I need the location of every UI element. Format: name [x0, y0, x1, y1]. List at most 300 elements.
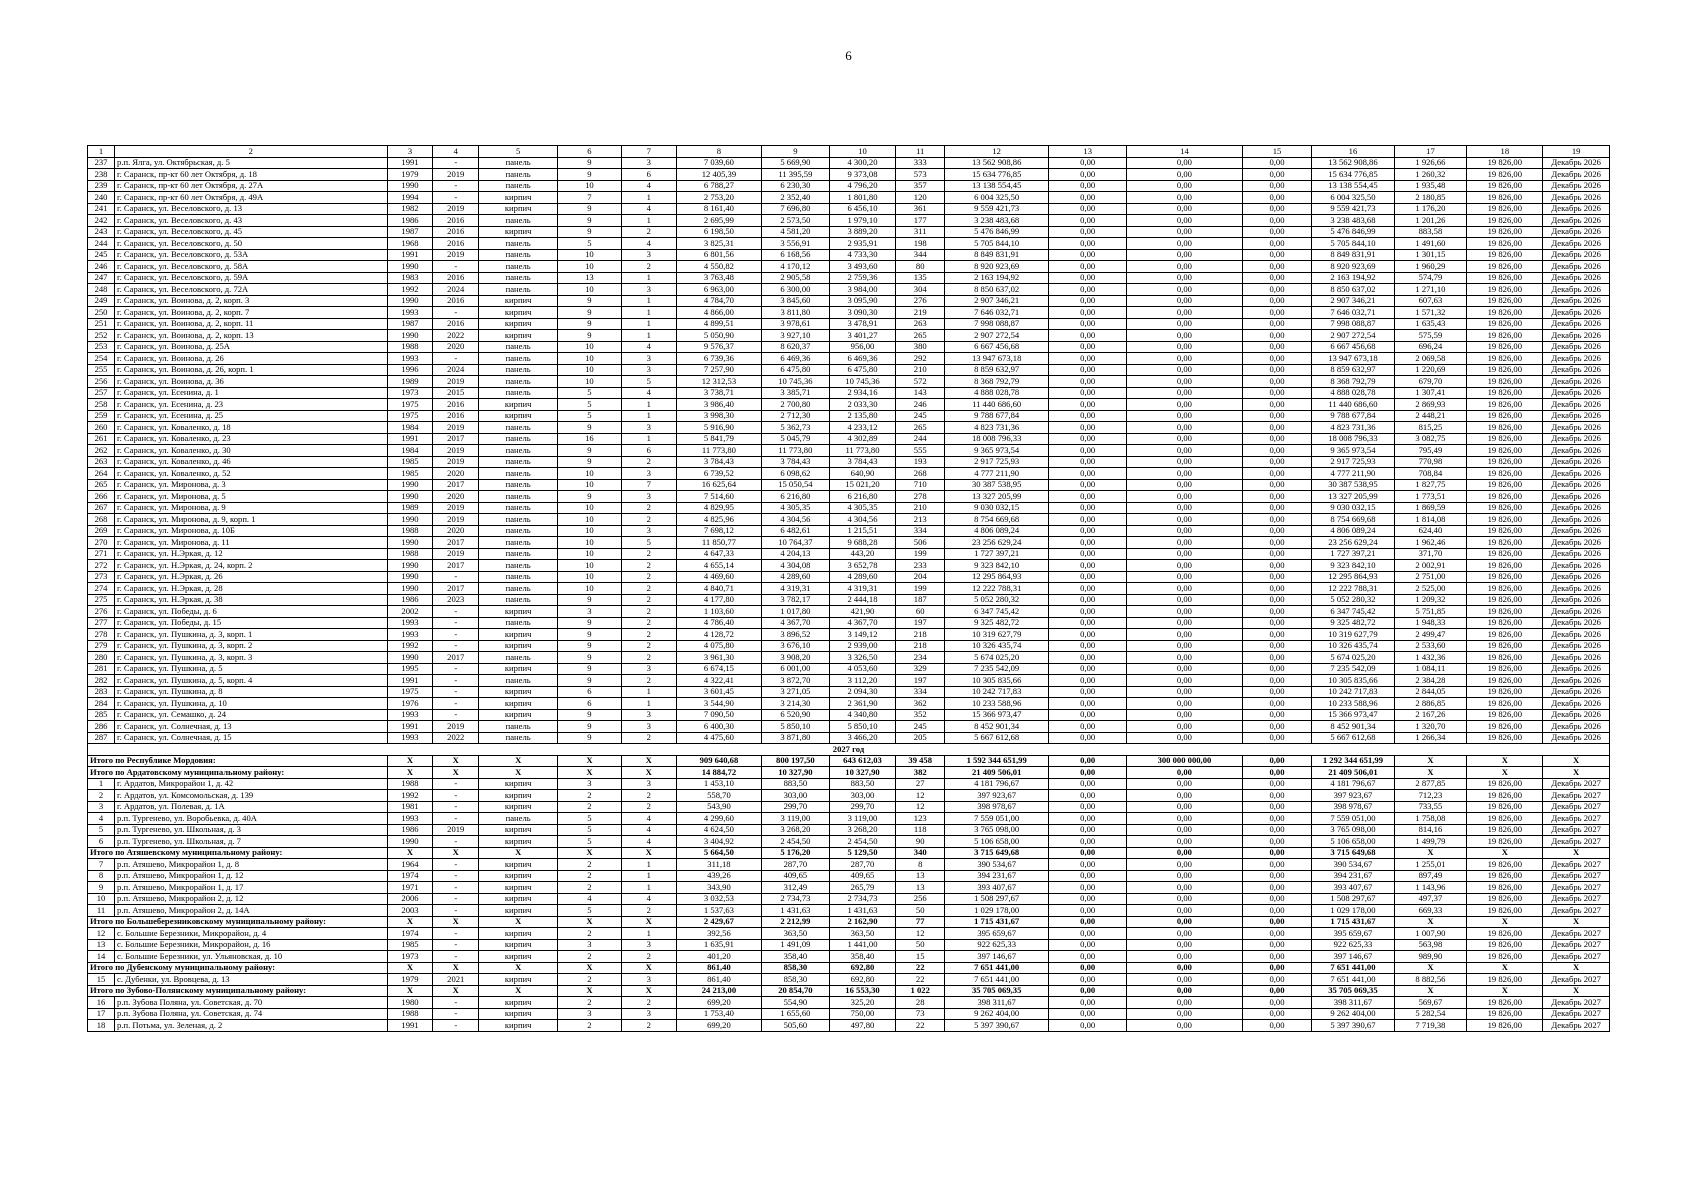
data-cell: 9	[558, 215, 621, 227]
subtotal-cell: X	[479, 962, 558, 974]
data-cell: 397 146,67	[1312, 951, 1394, 963]
data-cell: 4 823 731,36	[1312, 422, 1394, 434]
data-cell: 19 826,00	[1467, 905, 1543, 917]
data-cell: 3 119,00	[762, 813, 830, 825]
house-row	[88, 560, 1610, 572]
subtotal-cell: 0,00	[1049, 985, 1127, 997]
data-cell: 2	[621, 997, 676, 1009]
data-cell: 333	[896, 157, 945, 169]
data-cell: 1 084,11	[1394, 663, 1467, 675]
data-cell: кирпич	[479, 836, 558, 848]
data-cell: 5 841,79	[676, 433, 761, 445]
data-cell: 13 947 673,18	[1312, 353, 1394, 365]
data-cell: 3 601,45	[676, 686, 761, 698]
data-cell: 268	[88, 514, 115, 526]
data-cell: -	[433, 801, 479, 813]
data-cell: 0,00	[1242, 468, 1312, 480]
house-row	[88, 422, 1610, 434]
address-cell: с. Большие Березники, ул. Ульяновская, д. 10	[115, 951, 388, 963]
data-cell: 271	[88, 548, 115, 560]
data-cell: 2	[621, 502, 676, 514]
data-cell: 3	[558, 939, 621, 951]
data-cell: кирпич	[479, 974, 558, 986]
data-cell: 669,33	[1394, 905, 1467, 917]
subtotal-cell: 10 327,90	[829, 767, 896, 779]
data-cell: 19 826,00	[1467, 525, 1543, 537]
data-cell: 0,00	[1127, 1020, 1242, 1032]
data-cell: 2	[621, 560, 676, 572]
data-cell: кирпич	[479, 905, 558, 917]
data-cell: 0,00	[1127, 801, 1242, 813]
data-cell: панель	[479, 445, 558, 457]
house-row	[88, 974, 1610, 986]
subtotal-cell: 0,00	[1242, 847, 1312, 859]
data-cell: 1 827,75	[1394, 479, 1467, 491]
data-cell: Декабрь 2027	[1543, 859, 1610, 871]
data-cell: 269	[88, 525, 115, 537]
data-cell: 8 452 901,34	[945, 721, 1049, 733]
data-cell: Декабрь 2026	[1543, 284, 1610, 296]
data-cell: 0,00	[1242, 180, 1312, 192]
house-row	[88, 399, 1610, 411]
data-cell: Декабрь 2026	[1543, 226, 1610, 238]
data-cell: 0,00	[1049, 330, 1127, 342]
data-cell: 0,00	[1049, 318, 1127, 330]
data-cell: 398 311,67	[945, 997, 1049, 1009]
data-cell: 7	[621, 479, 676, 491]
data-cell: 0,00	[1127, 951, 1242, 963]
data-cell: 286	[88, 721, 115, 733]
data-cell: 11 395,59	[762, 169, 830, 181]
address-cell: р.п. Атяшево, Микрорайон 1, д. 12	[115, 870, 388, 882]
address-cell: г. Саранск, ул. Коваленко, д. 18	[115, 422, 388, 434]
subtotal-cell: X	[387, 847, 433, 859]
data-cell: кирпич	[479, 640, 558, 652]
address-cell: г. Саранск, ул. Веселовского, д. 58А	[115, 261, 388, 273]
data-cell: -	[433, 997, 479, 1009]
data-cell: 1994	[387, 192, 433, 204]
data-cell: 9	[558, 640, 621, 652]
data-cell: 0,00	[1049, 514, 1127, 526]
data-cell: 0,00	[1242, 560, 1312, 572]
data-cell: 312,49	[762, 882, 830, 894]
subtotal-cell: 10 327,90	[762, 767, 830, 779]
column-number-cell: 5	[479, 146, 558, 158]
data-cell: 3	[621, 709, 676, 721]
data-cell: Декабрь 2027	[1543, 882, 1610, 894]
data-cell: 8 161,40	[676, 203, 761, 215]
data-cell: 640,90	[829, 468, 896, 480]
data-cell: 73	[896, 1008, 945, 1020]
subtotal-cell: 39 458	[896, 755, 945, 767]
data-cell: 4 829,95	[676, 502, 761, 514]
data-cell: 2	[558, 859, 621, 871]
data-cell: 19 826,00	[1467, 157, 1543, 169]
data-cell: 563,98	[1394, 939, 1467, 951]
data-cell: 12 312,53	[676, 376, 761, 388]
data-cell: 8 754 669,68	[945, 514, 1049, 526]
data-cell: 0,00	[1049, 974, 1127, 986]
data-cell: 861,40	[676, 974, 761, 986]
data-cell: 4 304,08	[762, 560, 830, 572]
data-cell: 15 021,20	[829, 479, 896, 491]
data-cell: Декабрь 2026	[1543, 686, 1610, 698]
data-cell: Декабрь 2026	[1543, 548, 1610, 560]
data-cell: 143	[896, 387, 945, 399]
data-cell: -	[433, 905, 479, 917]
data-cell: 2	[621, 583, 676, 595]
address-cell: г. Саранск, ул. Миронова, д. 9	[115, 502, 388, 514]
data-cell: 1996	[387, 364, 433, 376]
data-cell: 398 311,67	[1312, 997, 1394, 1009]
data-cell: панель	[479, 491, 558, 503]
data-cell: 6 475,80	[829, 364, 896, 376]
data-cell: 1 926,66	[1394, 157, 1467, 169]
data-cell: 10	[558, 180, 621, 192]
data-cell: 1	[621, 307, 676, 319]
data-cell: 0,00	[1242, 514, 1312, 526]
house-row	[88, 249, 1610, 261]
subtotal-cell: 2 429,67	[676, 916, 761, 928]
data-cell: 2 917 725,93	[945, 456, 1049, 468]
data-cell: 2 917 725,93	[1312, 456, 1394, 468]
data-cell: 204	[896, 571, 945, 583]
data-cell: 0,00	[1242, 445, 1312, 457]
data-cell: 1990	[387, 330, 433, 342]
data-cell: 0,00	[1049, 790, 1127, 802]
data-cell: 0,00	[1127, 859, 1242, 871]
data-cell: 3 784,43	[829, 456, 896, 468]
data-cell: 3	[621, 468, 676, 480]
data-cell: 3 676,10	[762, 640, 830, 652]
subtotal-cell: X	[387, 916, 433, 928]
data-cell: 1 220,69	[1394, 364, 1467, 376]
data-cell: 8	[896, 859, 945, 871]
data-cell: 6	[88, 836, 115, 848]
data-cell: 5	[621, 376, 676, 388]
data-cell: 19 826,00	[1467, 215, 1543, 227]
data-cell: 1984	[387, 422, 433, 434]
subtotal-label: Итого по Зубово-Полянскому муниципальному району:	[88, 985, 388, 997]
data-cell: 258	[88, 399, 115, 411]
data-cell: 5	[621, 537, 676, 549]
data-cell: 13 327 205,99	[945, 491, 1049, 503]
data-cell: 6 347 745,42	[945, 606, 1049, 618]
data-cell: 9 373,08	[829, 169, 896, 181]
data-cell: 0,00	[1049, 226, 1127, 238]
data-cell: -	[433, 928, 479, 940]
data-cell: 3 998,30	[676, 410, 761, 422]
data-cell: 2	[621, 652, 676, 664]
data-cell: 12	[896, 928, 945, 940]
data-cell: 19 826,00	[1467, 376, 1543, 388]
data-cell: 0,00	[1242, 640, 1312, 652]
data-cell: -	[433, 709, 479, 721]
house-row	[88, 284, 1610, 296]
data-cell: 2021	[433, 974, 479, 986]
subtotal-cell: 0,00	[1127, 767, 1242, 779]
house-row	[88, 479, 1610, 491]
data-cell: 6 347 745,42	[1312, 606, 1394, 618]
subtotal-cell: 0,00	[1049, 916, 1127, 928]
data-cell: 0,00	[1127, 836, 1242, 848]
subtotal-cell: X	[1543, 767, 1610, 779]
data-cell: Декабрь 2027	[1543, 801, 1610, 813]
address-cell: г. Саранск, ул. Воинова, д. 2, корп. 3	[115, 295, 388, 307]
data-cell: -	[433, 629, 479, 641]
data-cell: 7	[88, 859, 115, 871]
data-cell: 19 826,00	[1467, 284, 1543, 296]
data-cell: 4 777 211,90	[1312, 468, 1394, 480]
data-cell: 397 146,67	[945, 951, 1049, 963]
data-cell: 8 754 669,68	[1312, 514, 1394, 526]
data-cell: 3	[621, 284, 676, 296]
data-cell: 0,00	[1049, 1008, 1127, 1020]
data-cell: 9 323 842,10	[945, 560, 1049, 572]
data-cell: 0,00	[1127, 1008, 1242, 1020]
page-number: 6	[845, 48, 852, 63]
data-cell: -	[433, 790, 479, 802]
data-cell: 263	[896, 318, 945, 330]
data-cell: 2019	[433, 502, 479, 514]
column-number-cell: 11	[896, 146, 945, 158]
data-cell: 0,00	[1127, 468, 1242, 480]
data-cell: Декабрь 2027	[1543, 905, 1610, 917]
data-cell: 2 700,80	[762, 399, 830, 411]
house-row	[88, 353, 1610, 365]
data-cell: 4 733,30	[829, 249, 896, 261]
subtotal-cell: X	[621, 755, 676, 767]
address-cell: г. Саранск, ул. Пушкина, д. 5	[115, 663, 388, 675]
address-cell: г. Саранск, ул. Миронова, д. 10Б	[115, 525, 388, 537]
data-cell: 0,00	[1242, 583, 1312, 595]
data-cell: 19 826,00	[1467, 307, 1543, 319]
data-cell: 334	[896, 686, 945, 698]
data-cell: 3 032,53	[676, 893, 761, 905]
data-cell: 2 877,85	[1394, 778, 1467, 790]
data-cell: 0,00	[1049, 341, 1127, 353]
data-cell: 281	[88, 663, 115, 675]
house-row	[88, 813, 1610, 825]
subtotal-cell: 1 715 431,67	[945, 916, 1049, 928]
data-cell: 210	[896, 364, 945, 376]
data-cell: 9	[558, 307, 621, 319]
data-cell: 12 295 864,93	[945, 571, 1049, 583]
data-cell: 10 305 835,66	[1312, 675, 1394, 687]
data-cell: 0,00	[1242, 433, 1312, 445]
data-cell: 2 712,30	[762, 410, 830, 422]
data-cell: 0,00	[1049, 594, 1127, 606]
data-cell: 10	[558, 560, 621, 572]
data-cell: 9 262 404,00	[1312, 1008, 1394, 1020]
house-row	[88, 893, 1610, 905]
data-cell: 0,00	[1242, 594, 1312, 606]
data-cell: 9	[558, 709, 621, 721]
data-cell: 218	[896, 629, 945, 641]
data-cell: 0,00	[1242, 525, 1312, 537]
data-cell: 8 452 901,34	[1312, 721, 1394, 733]
address-cell: г. Саранск, ул. Воинова, д. 25А	[115, 341, 388, 353]
data-cell: Декабрь 2027	[1543, 824, 1610, 836]
data-cell: 4 233,12	[829, 422, 896, 434]
data-cell: 1 255,01	[1394, 859, 1467, 871]
data-cell: 1 753,40	[676, 1008, 761, 1020]
subtotal-cell: 5 176,20	[762, 847, 830, 859]
data-cell: 3 238 483,68	[1312, 215, 1394, 227]
address-cell: г. Саранск, ул. Пушкина, д. 3, корп. 1	[115, 629, 388, 641]
data-cell: 363,50	[762, 928, 830, 940]
data-cell: Декабрь 2026	[1543, 652, 1610, 664]
data-cell: 0,00	[1127, 353, 1242, 365]
data-cell: 10 305 835,66	[945, 675, 1049, 687]
data-cell: 4 319,31	[762, 583, 830, 595]
data-cell: 311	[896, 226, 945, 238]
data-cell: 244	[88, 238, 115, 250]
data-cell: 8 920 923,69	[945, 261, 1049, 273]
data-cell: 696,24	[1394, 341, 1467, 353]
data-cell: Декабрь 2026	[1543, 709, 1610, 721]
data-cell: 3 811,80	[762, 307, 830, 319]
data-cell: 0,00	[1127, 939, 1242, 951]
data-cell: 0,00	[1242, 341, 1312, 353]
data-cell: 9 559 421,73	[1312, 203, 1394, 215]
data-cell: 16	[88, 997, 115, 1009]
data-cell: 1993	[387, 629, 433, 641]
data-cell: 10	[558, 261, 621, 273]
data-cell: 1986	[387, 215, 433, 227]
data-cell: 19 826,00	[1467, 939, 1543, 951]
address-cell: г. Саранск, ул. Веселовского, д. 13	[115, 203, 388, 215]
address-cell: г. Саранск, ул. Веселовского, д. 59А	[115, 272, 388, 284]
data-cell: 2 384,28	[1394, 675, 1467, 687]
data-cell: 3 119,00	[829, 813, 896, 825]
address-cell: г. Саранск, ул. Н.Эркая, д. 38	[115, 594, 388, 606]
data-cell: 380	[896, 341, 945, 353]
subtotal-cell: 7 651 441,00	[945, 962, 1049, 974]
data-cell: 9	[558, 318, 621, 330]
data-cell: 9 365 973,54	[945, 445, 1049, 457]
data-cell: 5 282,54	[1394, 1008, 1467, 1020]
address-cell: г. Саранск, ул. Пушкина, д. 5, корп. 4	[115, 675, 388, 687]
data-cell: 19 826,00	[1467, 479, 1543, 491]
data-cell: 0,00	[1127, 307, 1242, 319]
data-cell: 19 826,00	[1467, 813, 1543, 825]
data-cell: Декабрь 2026	[1543, 525, 1610, 537]
data-cell: 0,00	[1049, 997, 1127, 1009]
data-cell: 0,00	[1127, 169, 1242, 181]
data-cell: 1990	[387, 180, 433, 192]
data-cell: 3 825,31	[676, 238, 761, 250]
repair-program-table	[87, 145, 1610, 1032]
data-cell: 3 326,50	[829, 652, 896, 664]
data-cell: 3 478,91	[829, 318, 896, 330]
address-cell: г. Саранск, ул. Коваленко, д. 23	[115, 433, 388, 445]
address-cell: г. Саранск, пр-кт 60 лет Октября, д. 18	[115, 169, 388, 181]
data-cell: 0,00	[1242, 307, 1312, 319]
data-cell: панель	[479, 215, 558, 227]
data-cell: 3 978,61	[762, 318, 830, 330]
data-cell: Декабрь 2026	[1543, 629, 1610, 641]
data-cell: 19 826,00	[1467, 330, 1543, 342]
data-cell: 4 340,80	[829, 709, 896, 721]
data-cell: 1 814,08	[1394, 514, 1467, 526]
data-cell: кирпич	[479, 399, 558, 411]
data-cell: 363,50	[829, 928, 896, 940]
address-cell: р.п. Атяшево, Микрорайон 2, д. 14А	[115, 905, 388, 917]
data-cell: 0,00	[1242, 157, 1312, 169]
data-cell: Декабрь 2026	[1543, 157, 1610, 169]
data-cell: 505,60	[762, 1020, 830, 1032]
data-cell: 2024	[433, 284, 479, 296]
address-cell: г. Саранск, ул. Н.Эркая, д. 26	[115, 571, 388, 583]
data-cell: 19 826,00	[1467, 732, 1543, 744]
data-cell: 733,55	[1394, 801, 1467, 813]
data-cell: 2016	[433, 238, 479, 250]
data-cell: 1 201,26	[1394, 215, 1467, 227]
data-cell: Декабрь 2026	[1543, 732, 1610, 744]
data-cell: 12	[896, 790, 945, 802]
data-cell: 1989	[387, 376, 433, 388]
data-cell: 10 745,36	[829, 376, 896, 388]
data-cell: 1979	[387, 169, 433, 181]
data-cell: 2023	[433, 594, 479, 606]
data-cell: 6	[621, 445, 676, 457]
data-cell: -	[433, 698, 479, 710]
data-cell: 19 826,00	[1467, 468, 1543, 480]
house-row	[88, 882, 1610, 894]
data-cell: панель	[479, 652, 558, 664]
data-cell: 5 362,73	[762, 422, 830, 434]
data-cell: 1988	[387, 548, 433, 560]
data-cell: 1991	[387, 157, 433, 169]
data-cell: 795,49	[1394, 445, 1467, 457]
data-cell: 0,00	[1049, 307, 1127, 319]
data-cell: 395 659,67	[945, 928, 1049, 940]
subtotal-cell: 22	[896, 962, 945, 974]
data-cell: панель	[479, 180, 558, 192]
data-cell: 8 859 632,97	[1312, 364, 1394, 376]
data-cell: 0,00	[1127, 514, 1242, 526]
data-cell: 1993	[387, 813, 433, 825]
data-cell: 0,00	[1242, 330, 1312, 342]
house-row	[88, 583, 1610, 595]
data-cell: Декабрь 2026	[1543, 502, 1610, 514]
data-cell: 0,00	[1049, 652, 1127, 664]
data-cell: 11 440 686,60	[1312, 399, 1394, 411]
data-cell: 0,00	[1127, 215, 1242, 227]
data-cell: 362	[896, 698, 945, 710]
data-cell: -	[433, 617, 479, 629]
data-cell: 8 368 792,79	[945, 376, 1049, 388]
data-cell: 1971	[387, 882, 433, 894]
data-cell: 3	[621, 939, 676, 951]
data-cell: Декабрь 2026	[1543, 203, 1610, 215]
data-cell: 1975	[387, 686, 433, 698]
data-cell: 1968	[387, 238, 433, 250]
subtotal-label: Итого по Дубенскому муниципальному району:	[88, 962, 388, 974]
data-cell: 311,18	[676, 859, 761, 871]
data-cell: 0,00	[1242, 318, 1312, 330]
column-number-cell: 12	[945, 146, 1049, 158]
data-cell: 554,90	[762, 997, 830, 1009]
data-cell: 3 784,43	[676, 456, 761, 468]
data-cell: 1 948,33	[1394, 617, 1467, 629]
data-cell: 2017	[433, 583, 479, 595]
data-cell: 0,00	[1127, 272, 1242, 284]
data-cell: 409,65	[829, 870, 896, 882]
house-row	[88, 1008, 1610, 1020]
data-cell: 5 052 280,32	[1312, 594, 1394, 606]
